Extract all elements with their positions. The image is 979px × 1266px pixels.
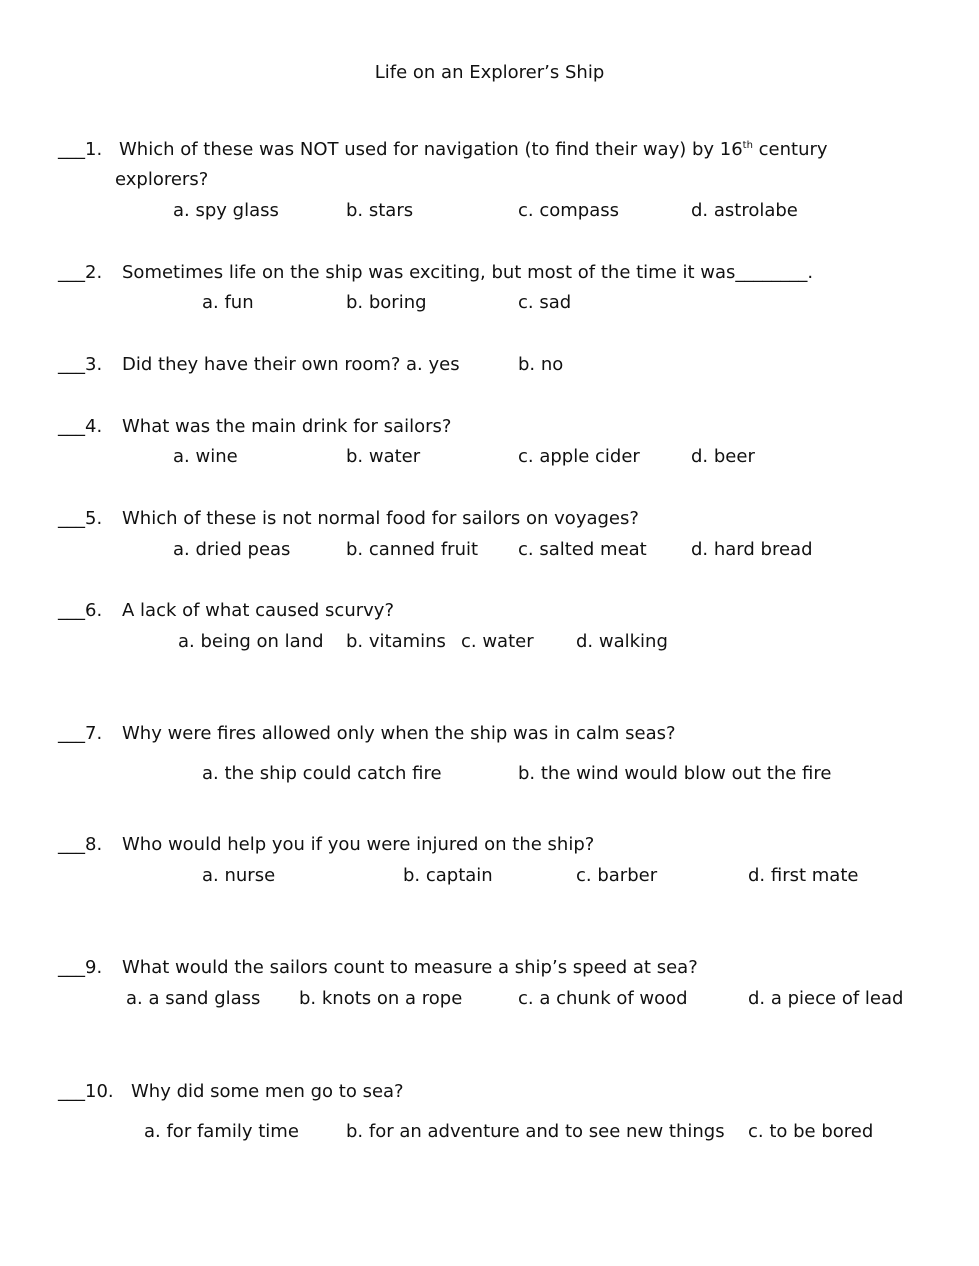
- option-a[interactable]: a. fun: [202, 292, 254, 313]
- option-c[interactable]: c. apple cider: [518, 446, 640, 467]
- option-c[interactable]: c. a chunk of wood: [518, 988, 688, 1009]
- question-1-text: [119, 141, 828, 159]
- option-a[interactable]: a. nurse: [202, 865, 276, 886]
- option-d[interactable]: d. walking: [576, 631, 668, 652]
- question-9-text: What would the sailors count to measure a ship’s speed at sea?: [122, 957, 698, 978]
- option-c[interactable]: c. sad: [518, 292, 572, 313]
- question-4-text: What was the main drink for sailors?: [122, 416, 452, 437]
- answer-blank-2[interactable]: ___2.: [58, 262, 103, 283]
- answer-blank-6[interactable]: ___6.: [58, 600, 103, 621]
- answer-blank-3[interactable]: ___3.: [58, 354, 103, 375]
- answer-blank-9[interactable]: ___9.: [58, 957, 103, 978]
- option-a[interactable]: a. being on land: [178, 631, 324, 652]
- option-c[interactable]: c. compass: [518, 200, 619, 221]
- option-b[interactable]: b. vitamins: [346, 631, 446, 652]
- option-b[interactable]: b. captain: [403, 865, 493, 886]
- page-title: Life on an Explorer’s Ship: [374, 62, 605, 83]
- question-1-text-part1: Which of these was NOT used for navigation (to find their way) by 16: [119, 139, 743, 160]
- option-c[interactable]: c. to be bored: [748, 1121, 874, 1142]
- question-8-text: Who would help you if you were injured on the ship?: [122, 834, 595, 855]
- question-2-text: Sometimes life on the ship was exciting, but most of the time it was________.: [122, 262, 814, 283]
- option-b[interactable]: b. for an adventure and to see new things: [346, 1121, 725, 1142]
- option-b[interactable]: b. no: [518, 354, 564, 375]
- question-10-text: Why did some men go to sea?: [131, 1081, 404, 1102]
- option-a[interactable]: a. yes: [406, 354, 460, 375]
- option-b[interactable]: b. stars: [346, 200, 414, 221]
- question-5-text: Which of these is not normal food for sailors on voyages?: [122, 508, 639, 529]
- question-6-text: A lack of what caused scurvy?: [122, 600, 394, 621]
- question-7-text: Why were fires allowed only when the ship was in calm seas?: [122, 723, 676, 744]
- answer-blank-7[interactable]: ___7.: [58, 723, 103, 744]
- option-a[interactable]: a. dried peas: [173, 539, 291, 560]
- option-d[interactable]: d. first mate: [748, 865, 859, 886]
- option-c[interactable]: c. water: [461, 631, 534, 652]
- option-a[interactable]: a. a sand glass: [126, 988, 261, 1009]
- question-1-text-part2: century: [752, 139, 828, 160]
- answer-blank-10[interactable]: ___10.: [58, 1081, 114, 1102]
- answer-blank-1[interactable]: ___1.: [58, 139, 103, 160]
- option-b[interactable]: b. boring: [346, 292, 427, 313]
- option-a[interactable]: a. wine: [173, 446, 238, 467]
- answer-blank-5[interactable]: ___5.: [58, 508, 103, 529]
- option-d[interactable]: d. astrolabe: [691, 200, 798, 221]
- question-3-text: Did they have their own room?: [122, 354, 401, 375]
- question-1-superscript: th: [742, 140, 753, 151]
- option-b[interactable]: b. canned fruit: [346, 539, 479, 560]
- option-d[interactable]: d. hard bread: [691, 539, 813, 560]
- option-b[interactable]: b. water: [346, 446, 421, 467]
- option-d[interactable]: d. beer: [691, 446, 755, 467]
- option-a[interactable]: a. the ship could catch fire: [202, 763, 442, 784]
- option-c[interactable]: c. barber: [576, 865, 658, 886]
- answer-blank-8[interactable]: ___8.: [58, 834, 103, 855]
- option-b[interactable]: b. knots on a rope: [299, 988, 463, 1009]
- question-1-text-line2: explorers?: [115, 169, 209, 190]
- option-c[interactable]: c. salted meat: [518, 539, 647, 560]
- answer-blank-4[interactable]: ___4.: [58, 416, 103, 437]
- option-a[interactable]: a. for family time: [144, 1121, 299, 1142]
- option-d[interactable]: d. a piece of lead: [748, 988, 904, 1009]
- option-b[interactable]: b. the wind would blow out the fire: [518, 763, 832, 784]
- option-a[interactable]: a. spy glass: [173, 200, 279, 221]
